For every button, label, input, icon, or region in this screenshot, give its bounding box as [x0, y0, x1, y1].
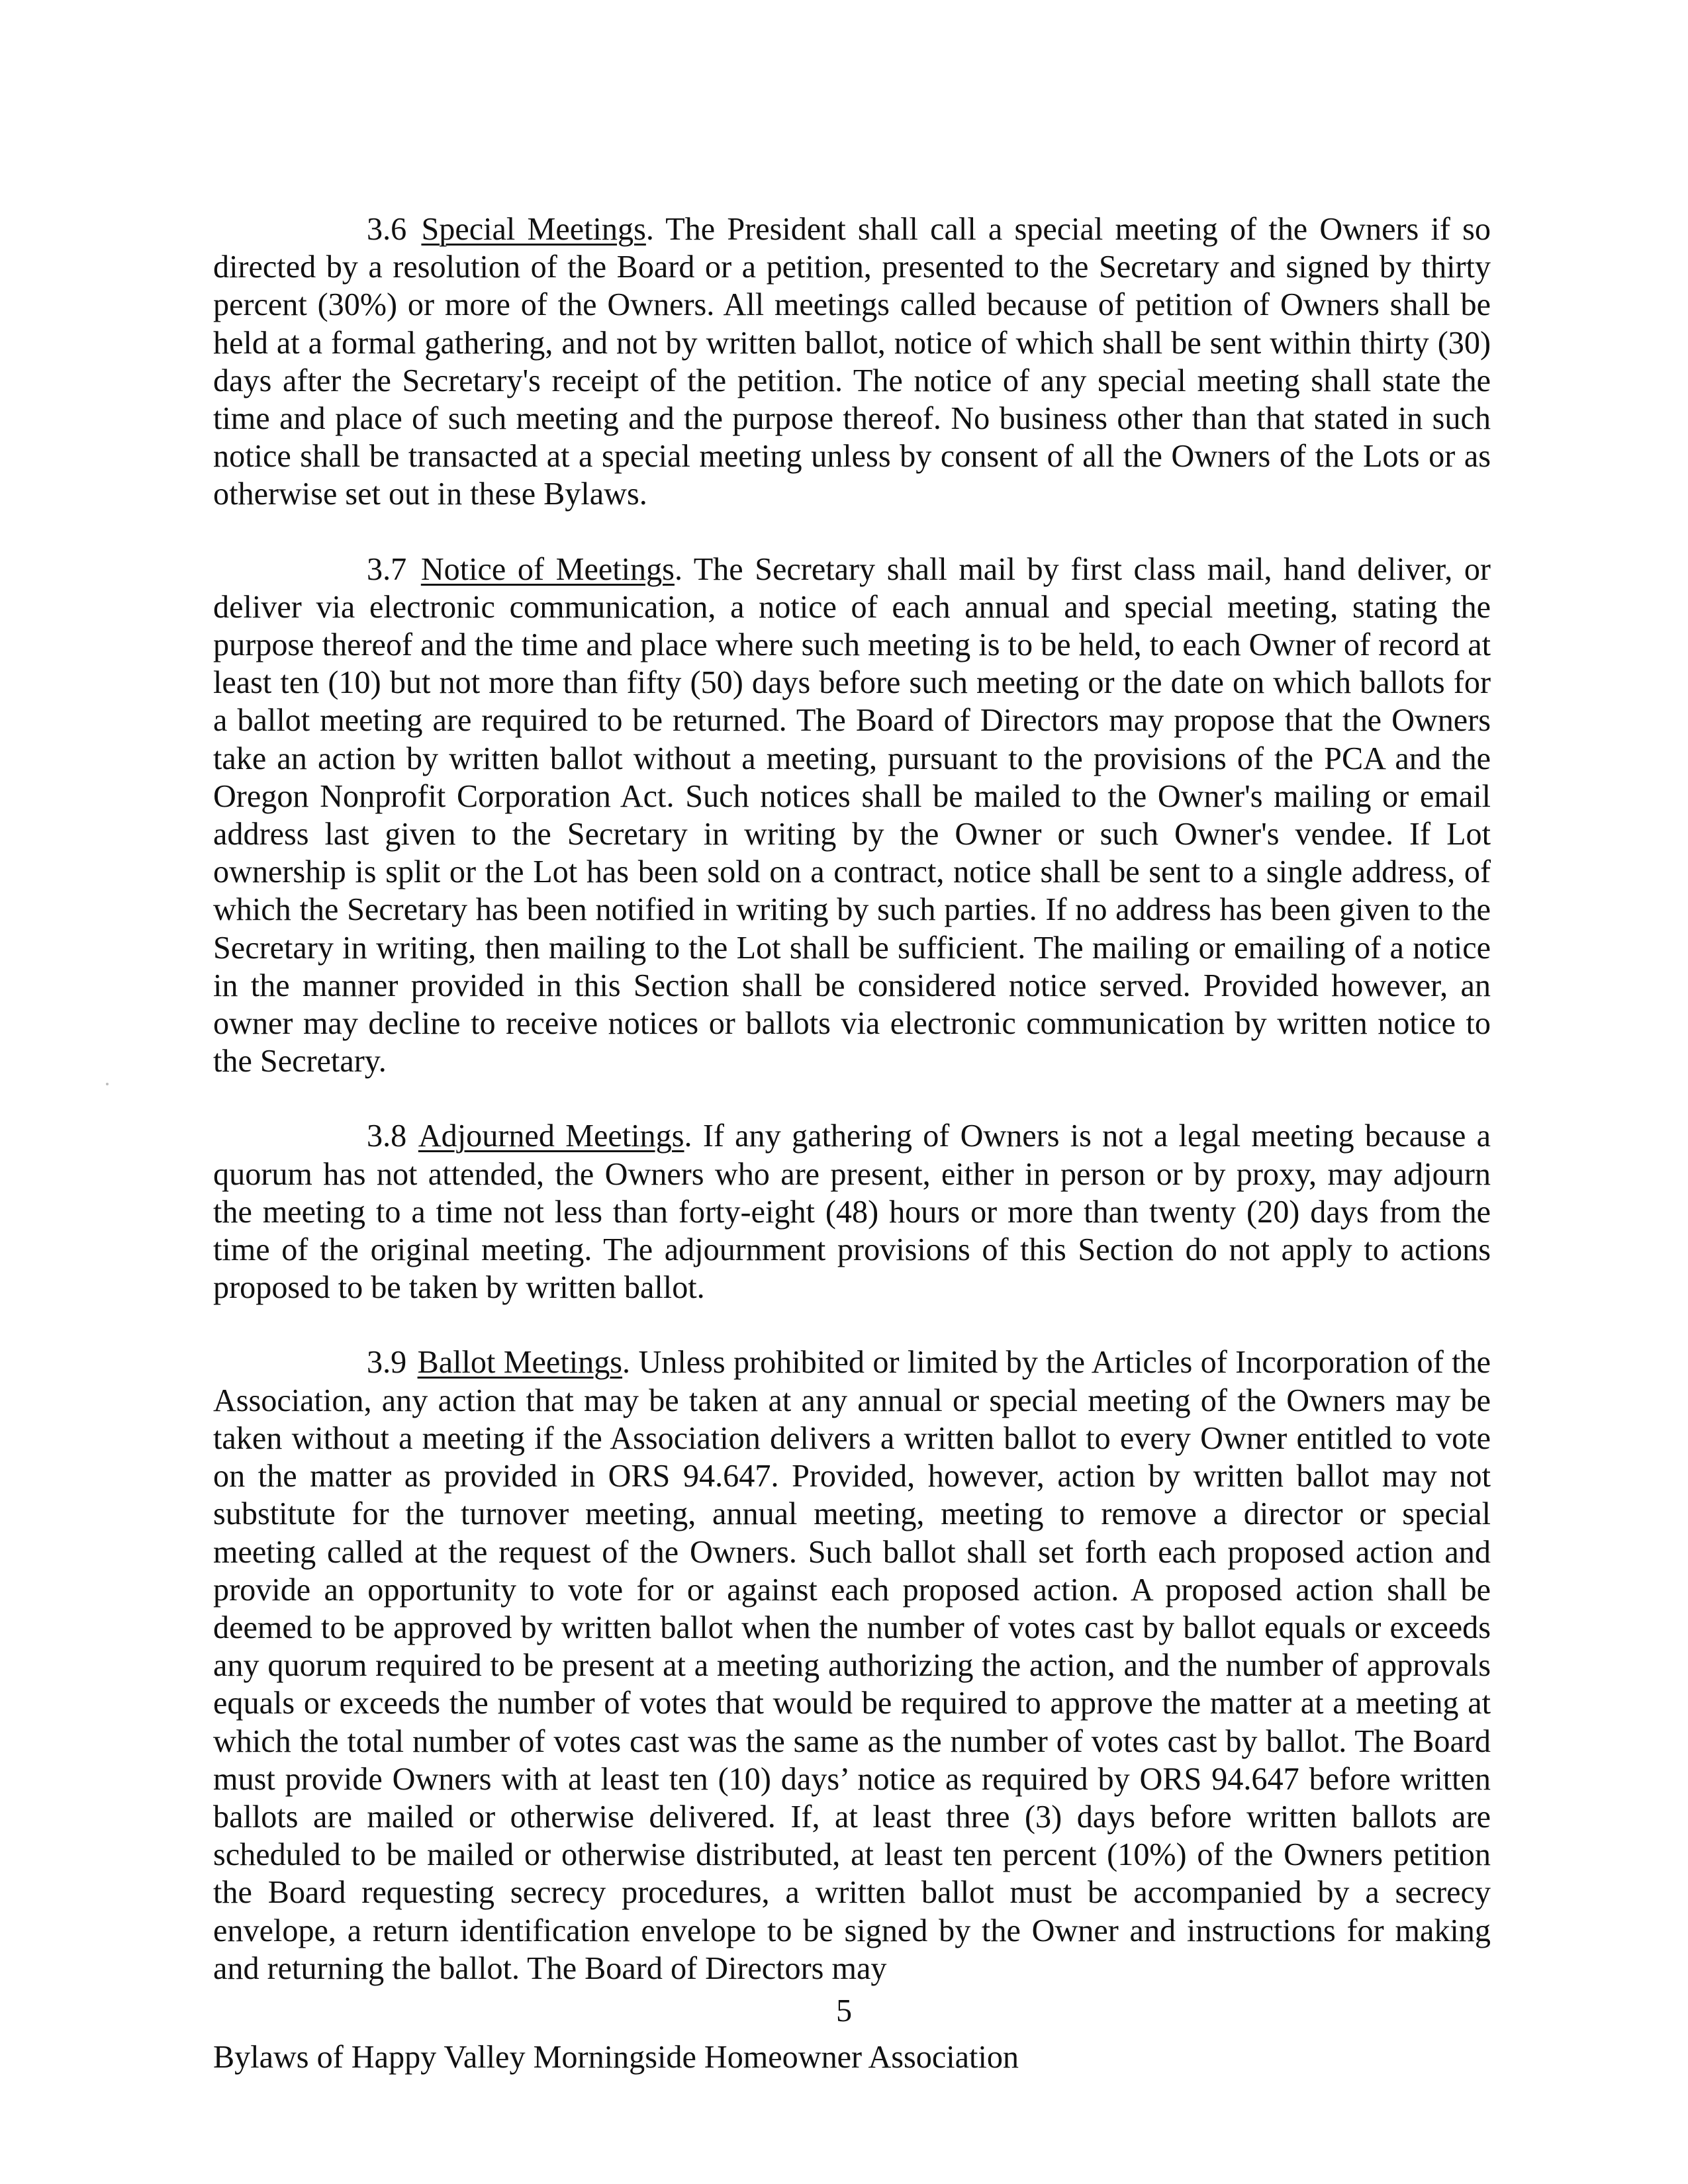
section-text: The Secretary shall mail by first class mail, hand deliver, or deliver via electronic communication, a notice of each annual and special meeting, stating the purpose thereof and the time and place where such meeting is to be held, to each Owner of record at least ten (10) but not more than fifty (50) days before such meeting or the date on which ballots for a ballot meeting are required to be returned. The Board of Directors may propose that the Owners take an action by written ballot without a meeting, pursuant to the provisions of the PCA and the Oregon Nonprofit Corporation Act. Such notices shall be mailed to the Owner's mailing or email address last given to the Secretary in writing by the Owner or such Owner's vendee. If Lot ownership is split or the Lot has been sold on a contract, notice shall be sent to a single address, of which the Secretary has been notified in writing by such parties. If no address has been given to the Secretary in writing, then mailing to the Lot shall be sufficient. The mailing or emailing of a notice in the manner provided in this Section shall be considered notice served. Provided however, an owner may decline to receive notices or ballots via electronic communication by written notice to the Secretary.: [213, 551, 1491, 1079]
section-3-6: 3.6 Special Meetings. The President shall call a special meeting of the Owners if so directed by a resolution of the Board or a petition, presented to the Secretary and signed by thirty percent (30%) or more of the Owners. All meetings called because of petition of Owners shall be held at a formal gathering, and not by written ballot, notice of which shall be sent within thirty (30) days after the Secretary's receipt of the petition. The notice of any special meeting shall state the time and place of such meeting and the purpose thereof. No business other than that stated in such notice shall be transacted at a special meeting unless by consent of all the Owners of the Lots or as otherwise set out in these Bylaws.: [213, 212, 1491, 512]
section-3-8: 3.8 Adjourned Meetings. If any gathering of Owners is not a legal meeting because a quorum has not attended, the Owners who are present, either in person or by proxy, may adjourn the meeting to a time not less than forty-eight (48) hours or more than twenty (20) days from the time of the original meeting. The adjournment provisions of this Section do not apply to actions proposed to be taken by written ballot.: [213, 1118, 1491, 1306]
section-number: 3.8: [367, 1118, 407, 1154]
footer-document-title: Bylaws of Happy Valley Morningside Homeowner Association: [213, 2040, 1019, 2075]
page-number: 5: [835, 1993, 853, 2028]
section-heading: Notice of Meetings: [420, 551, 675, 587]
section-text: If any gathering of Owners is not a legal meeting because a quorum has not attended, the Owners who are present, either in person or by proxy, may adjourn the meeting to a time not less than forty-eight (48) hours or more than twenty (20) days from the time of the original meeting. The adjournment provisions of this Section do not apply to actions proposed to be taken by written ballot.: [213, 1118, 1491, 1306]
section-text: Unless prohibited or limited by the Articles of Incorporation of the Association, any action that may be taken at any annual or special meeting of the Owners may be taken without a meeting if the Association delivers a written ballot to every Owner entitled to vote on the matter as provided in ORS 94.647. Provided, however, action by written ballot may not substitute for the turnover meeting, annual meeting, meeting to remove a director or special meeting called at the request of the Owners. Such ballot shall set forth each proposed action and provide an opportunity to vote for or against each proposed action. A proposed action shall be deemed to be approved by written ballot when the number of votes cast by ballot equals or exceeds any quorum required to be present at a meeting authorizing the action, and the number of approvals equals or exceeds the number of votes that would be required to approve the matter at a meeting at which the total number of votes cast was the same as the number of votes cast by ballot. The Board must provide Owners with at least ten (10) days’ notice as required by ORS 94.647 before written ballots are mailed or otherwise delivered. If, at least three (3) days before written ballots are scheduled to be mailed or otherwise distributed, at least ten percent (10%) of the Owners petition the Board requesting secrecy procedures, a written ballot must be accompanied by a secrecy envelope, a return identification envelope to be signed by the Owner and instructions for making and returning the ballot. The Board of Directors may: [213, 1345, 1491, 1986]
section-3-9: 3.9 Ballot Meetings. Unless prohibited or limited by the Articles of Incorporation of the Association, any action that may be taken at any annual or special meeting of the Owners may be taken without a meeting if the Association delivers a written ballot to every Owner entitled to vote on the matter as provided in ORS 94.647. Provided, however, action by written ballot may not substitute for the turnover meeting, annual meeting, meeting to remove a director or special meeting called at the request of the Owners. Such ballot shall set forth each proposed action and provide an opportunity to vote for or against each proposed action. A proposed action shall be deemed to be approved by written ballot when the number of votes cast by ballot equals or exceeds any quorum required to be present at a meeting authorizing the action, and the number of approvals equals or exceeds the number of votes that would be required to approve the matter at a meeting at which the total number of votes cast was the same as the number of votes cast by ballot. The Board must provide Owners with at least ten (10) days’ notice as required by ORS 94.647 before written ballots are mailed or otherwise delivered. If, at least three (3) days before written ballots are scheduled to be mailed or otherwise distributed, at least ten percent (10%) of the Owners petition the Board requesting secrecy procedures, a written ballot must be accompanied by a secrecy envelope, a return identification envelope to be signed by the Owner and instructions for making and returning the ballot. The Board of Directors may: [213, 1345, 1491, 1986]
section-number: 3.7: [367, 551, 407, 587]
section-heading: Ballot Meetings: [417, 1345, 623, 1381]
bylaws-body: [213, 210, 1491, 2025]
section-heading: Adjourned Meetings: [418, 1118, 684, 1154]
section-3-7: 3.7 Notice of Meetings. The Secretary shall mail by first class mail, hand deliver, or deliver via electronic communication, a notice of each annual and special meeting, stating the purpose thereof and the time and place where such meeting is to be held, to each Owner of record at least ten (10) but not more than fifty (50) days before such meeting or the date on which ballots for a ballot meeting are required to be returned. The Board of Directors may propose that the Owners take an action by written ballot without a meeting, pursuant to the provisions of the PCA and the Oregon Nonprofit Corporation Act. Such notices shall be mailed to the Owner's mailing or email address last given to the Secretary in writing by the Owner or such Owner's vendee. If Lot ownership is split or the Lot has been sold on a contract, notice shall be sent to a single address, of which the Secretary has been notified in writing by such parties. If no address has been given to the Secretary in writing, then mailing to the Lot shall be sufficient. The mailing or emailing of a notice in the manner provided in this Section shall be considered notice served. Provided however, an owner may decline to receive notices or ballots via electronic communication by written notice to the Secretary.: [213, 551, 1491, 1079]
section-number: 3.9: [367, 1345, 407, 1381]
scan-speck: [106, 1083, 109, 1085]
section-text: The President shall call a special meeting of the Owners if so directed by a resolution of the Board or a petition, presented to the Secretary and signed by thirty percent (30%) or more of the Owners. All meetings called because of petition of Owners shall be held at a formal gathering, and not by written ballot, notice of which shall be sent within thirty (30) days after the Secretary's receipt of the petition. The notice of any special meeting shall state the time and place of such meeting and the purpose thereof. No business other than that stated in such notice shall be transacted at a special meeting unless by consent of all the Owners of the Lots or as otherwise set out in these Bylaws.: [213, 212, 1491, 512]
section-number: 3.6: [367, 212, 407, 247]
section-heading: Special Meetings: [421, 212, 646, 247]
